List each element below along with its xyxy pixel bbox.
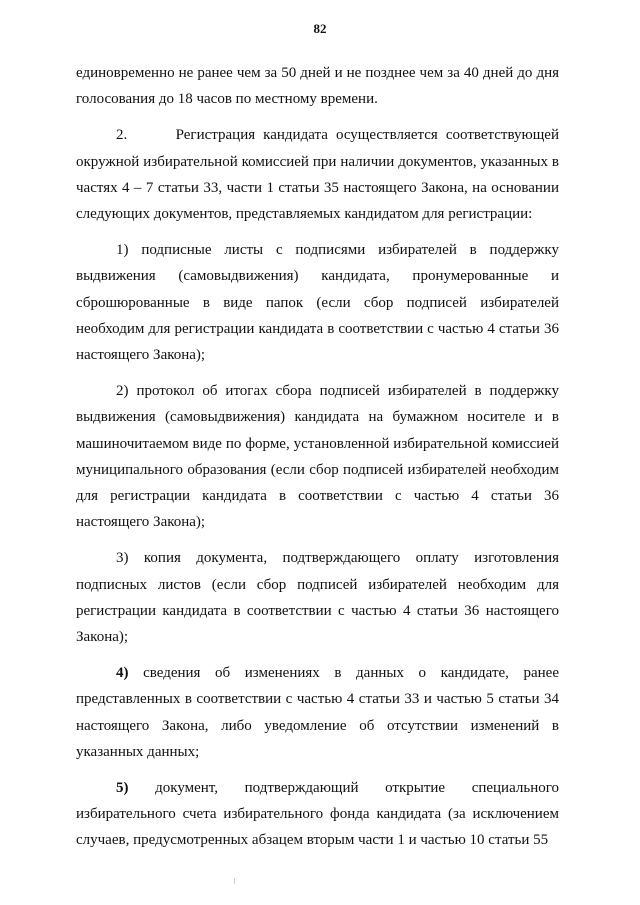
item-number: 3) (116, 550, 129, 567)
paragraph-subitem-1 (76, 237, 559, 368)
paragraph-subitem-2 (76, 378, 559, 535)
paragraph-text: копия документа, подтверждающего оплату изготовления подписных листов (если сбор подписей избирателей необходим для регистрации кандидата в соответствии с частью 4 статьи 36 настоящего Закона); (76, 550, 560, 646)
paragraph-text: единовременно не ранее чем за 50 дней и не позднее чем за 40 дней до дня голосования до 18 часов по местному времени. (76, 65, 559, 108)
page-number: 82 (313, 21, 327, 36)
item-number: 1) (116, 242, 129, 259)
paragraph-item-2 (76, 122, 559, 227)
item-number: 2) (116, 383, 129, 400)
paragraph-subitem-4 (76, 660, 559, 765)
paragraph-text: протокол об итогах сбора подписей избирателей в поддержку выдвижения (самовыдвижения) кандидата на бумажном носителе и в машиночитаемом виде по форме, установленной избирательной комиссией муниципального образования (если сбор подписей избирателей необходим для регистрации кандидата в соответствии с частью 4 статьи 36 настоящего Закона); (76, 383, 559, 531)
item-number: 5) (116, 780, 129, 797)
paragraph-subitem-5 (76, 775, 559, 854)
paragraph-text: подписные листы с подписями избирателей в поддержку выдвижения (самовыдвижения) кандидата, пронумерованные и сброшюрованные в виде папок (если сбор подписей избирателей необходим для регистрации кандидата в соответствии с частью 4 статьи 36 настоящего Закона); (76, 242, 559, 364)
scan-mark (234, 878, 235, 884)
paragraph-text: документ, подтверждающий открытие специального избирательного счета избирательного фонда кандидата (за исключением случаев, предусмотренных абзацем вторым части 1 и частью 10 статьи 55 (76, 780, 560, 849)
paragraph-subitem-3 (76, 545, 559, 650)
item-number: 4) (116, 665, 129, 682)
paragraph-text: Регистрация кандидата осуществляется соответствующей окружной избирательной комиссией при наличии документов, указанных в частях 4 – 7 статьи 33, части 1 статьи 35 настоящего Закона, на основании следующих документов, представляемых кандидатом для регистрации: (76, 127, 559, 223)
paragraph-continuation (76, 60, 559, 112)
item-number: 2. (116, 127, 128, 144)
paragraph-text: сведения об изменениях в данных о кандидате, ранее представленных в соответствии с частью 4 статьи 33 и частью 5 статьи 34 настоящего Закона, либо уведомление об отсутствии изменений в указанных данных; (76, 665, 560, 760)
document-body (76, 60, 559, 854)
